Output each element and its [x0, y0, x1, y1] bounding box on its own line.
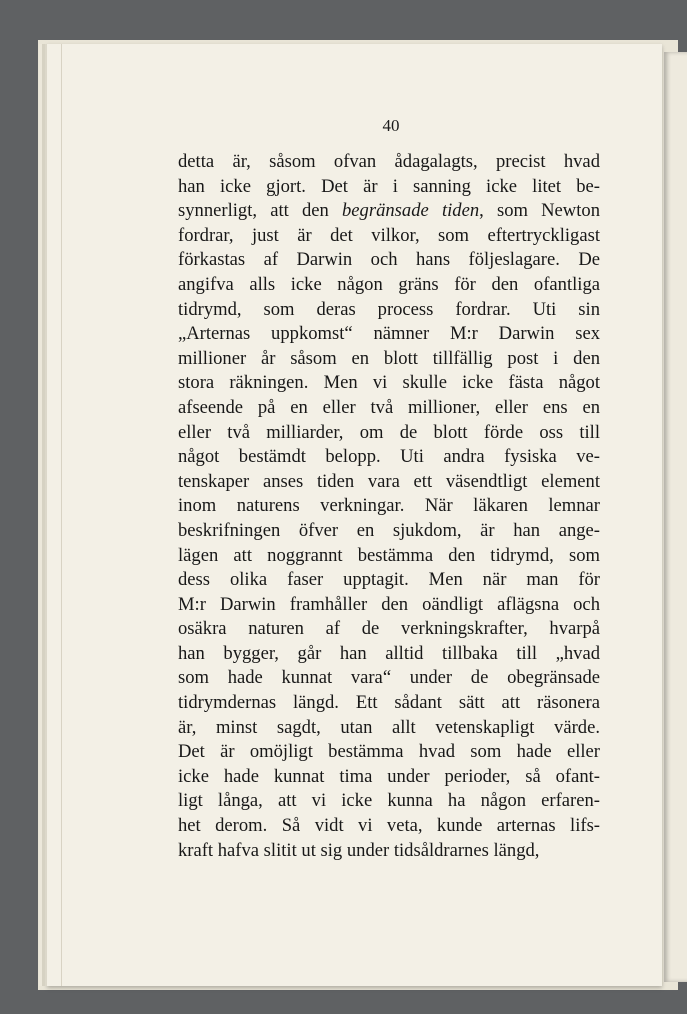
body-text	[178, 150, 600, 863]
text-line: kraft hafva slitit ut sig under tidsåldrarnes längd,	[178, 839, 540, 861]
page-number: 40	[382, 116, 400, 135]
text-line: angifva alls icke någon gräns för den ofantliga	[178, 273, 600, 295]
text-line: synnerligt, att den begränsade tiden, som Newton	[178, 200, 600, 222]
text-line: ligt långa, att vi icke kunna ha någon erfaren-	[178, 790, 600, 812]
text-line: lägen att noggrannt bestämma den tidrymd, som	[178, 544, 600, 566]
text-line: het derom. Så vidt vi veta, kunde arternas lifs-	[178, 815, 600, 837]
text-line: som hade kunnat vara“ under de obegränsade	[178, 667, 600, 689]
text-line: han icke gjort. Det är i sanning icke litet be-	[178, 175, 600, 197]
text-line: eller två milliarder, om de blott förde oss till	[178, 421, 600, 443]
text-line: tidrymdernas längd. Ett sådant sätt att räsonera	[178, 692, 600, 714]
text-line: beskrifningen öfver en sjukdom, är han ange-	[178, 519, 600, 541]
text-line: osäkra naturen af de verkningskrafter, hvarpå	[178, 618, 600, 640]
text-line: M:r Darwin framhåller den oändligt aflägsna och	[178, 593, 600, 615]
text-line: tenskaper anses tiden vara ett väsendtligt element	[178, 470, 600, 492]
text-line: något bestämdt belopp. Uti andra fysiska ve-	[178, 446, 600, 468]
text-line: är, minst sagdt, utan allt vetenskapligt värde.	[178, 716, 600, 738]
text-line: stora räkningen. Men vi skulle icke fästa något	[178, 372, 600, 394]
text-line: „Arternas uppkomst“ nämner M:r Darwin sex	[178, 323, 600, 345]
text-line: fordrar, just är det vilkor, som eftertryckligast	[178, 224, 600, 246]
text-line: Det är omöjligt bestämma hvad som hade eller	[178, 741, 600, 763]
text-line: förkastas af Darwin och hans följeslagare. De	[178, 249, 600, 271]
text-line: inom naturens verkningar. När läkaren lemnar	[178, 495, 600, 517]
text-line: tidrymd, som deras process fordrar. Uti sin	[178, 298, 600, 320]
text-line: millioner år såsom en blott tillfällig post i den	[178, 347, 600, 369]
facing-page-edge	[664, 52, 687, 982]
text-line: icke hade kunnat tima under perioder, så ofant-	[178, 765, 600, 787]
text-line: detta är, såsom ofvan ådagalagts, precist hvad	[178, 151, 600, 172]
text-line: han bygger, går han alltid tillbaka till „hvad	[178, 642, 600, 664]
text-line: dess olika faser upptagit. Men när man för	[178, 569, 600, 591]
text-line: afseende på en eller två millioner, eller ens en	[178, 396, 600, 418]
